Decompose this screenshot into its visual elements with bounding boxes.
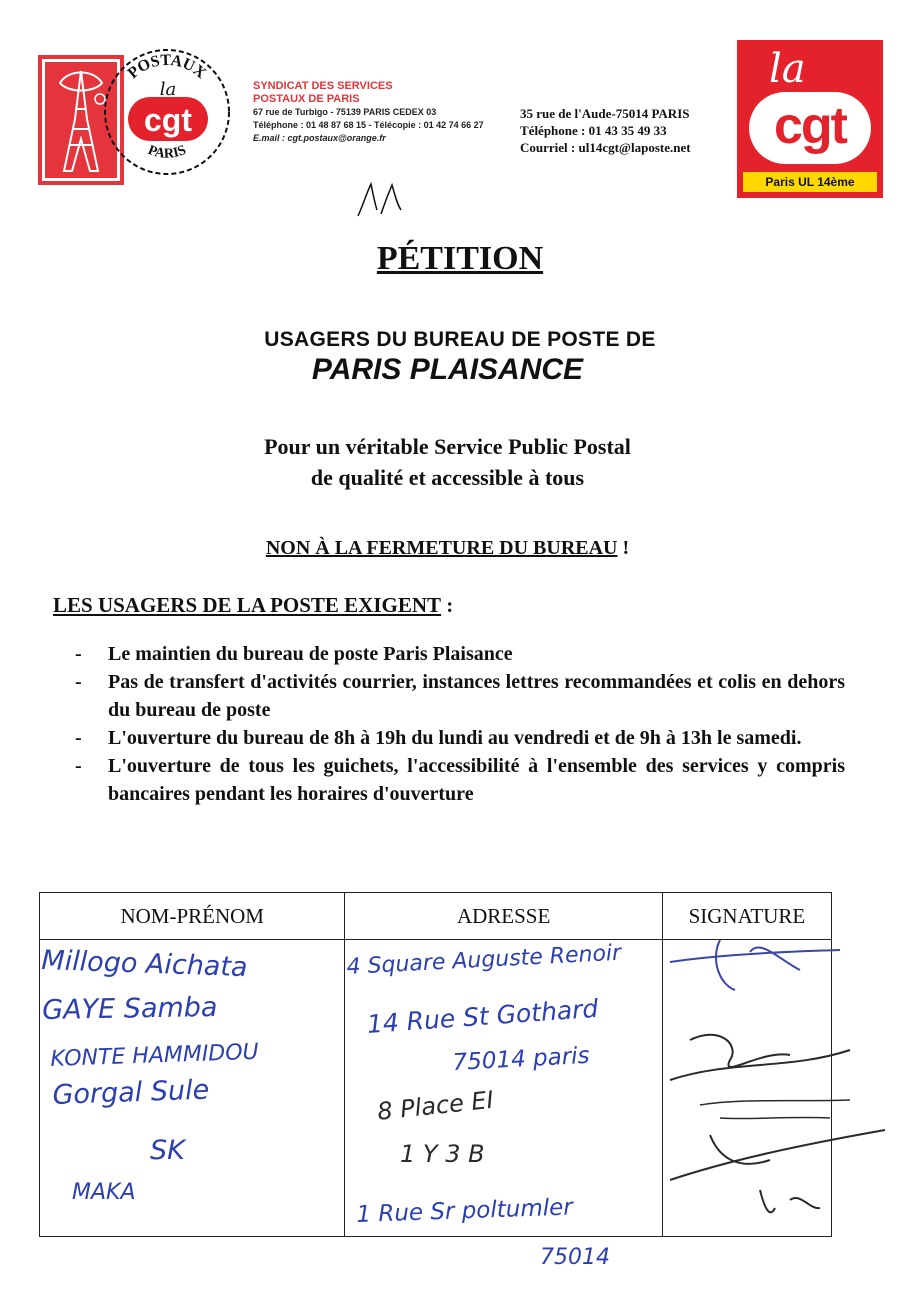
handwritten-name: Millogo Aichata [40, 945, 249, 984]
handwritten-address: 75014 paris [452, 1042, 591, 1076]
syndicat-name-line2: POSTAUX DE PARIS [253, 93, 360, 105]
column-header-name: NOM-PRÉNOM [40, 893, 345, 940]
demand-text: Le maintien du bureau de poste Paris Plaisance [108, 643, 513, 665]
syndicat-name-line1: SYNDICAT DES SERVICES [253, 80, 393, 92]
handwritten-address: 1 Y 3 B [400, 1140, 485, 1168]
handwritten-name: GAYE Samba [42, 991, 218, 1026]
petition-lead [0, 431, 895, 493]
demand-text: L'ouverture de tous les guichets, l'accessibilité à l'ensemble des services y compris bancaires pendant les horaires d'ouverture [108, 755, 845, 805]
slogan-text: NON À LA FERMETURE DU BUREAU [265, 537, 618, 559]
column-header-signature: SIGNATURE [662, 893, 831, 940]
demand-text: L'ouverture du bureau de 8h à 19h du lundi au vendredi et de 9h à 13h le samedi. [108, 727, 802, 749]
ul-phone: Téléphone : 01 43 35 49 33 [520, 123, 667, 138]
handwritten-address: 8 Place EI [376, 1085, 495, 1126]
handwritten-address: 4 Square Auguste Renoir [346, 940, 622, 980]
lead-line2: de qualité et accessible à tous [310, 465, 585, 490]
petition-subtitle-line2: PARIS PLAISANCE [311, 353, 584, 386]
ul-email: Courriel : ul14cgt@laposte.net [520, 140, 691, 155]
demands-list [75, 640, 845, 808]
list-item: - L'ouverture du bureau de 8h à 19h du lundi au vendredi et de 9h à 13h le samedi. [75, 727, 802, 749]
logo-cgt-text: cgt [774, 97, 846, 155]
list-item: - Le maintien du bureau de poste Paris Plaisance [75, 643, 513, 665]
syndicat-address: 67 rue de Turbigo - 75139 PARIS CEDEX 03 [253, 107, 437, 117]
demand-text: Pas de transfert d'activités courrier, instances lettres recommandées et colis en dehors du bureau de poste [108, 671, 845, 721]
demands-heading [53, 593, 453, 618]
handwritten-page-number [355, 180, 405, 225]
petition-subtitle-line1: USAGERS DU BUREAU DE POSTE DE [264, 328, 656, 351]
ul-contact-block [520, 105, 691, 156]
cgt-postaux-seal [100, 45, 235, 180]
cgt-ul14-logo [737, 40, 883, 198]
list-item: - L'ouverture de tous les guichets, l'accessibilité à l'ensemble des services y compris bancaires pendant les horaires d'ouverture [75, 755, 845, 805]
seal-cgt-text: cgt [144, 102, 192, 138]
signature-mark [670, 1130, 885, 1180]
addresses-cell [345, 940, 662, 1237]
syndicat-contact-block [253, 80, 484, 145]
column-header-address: ADRESSE [345, 893, 662, 940]
syndicat-email: E.mail : cgt.postaux@orange.fr [253, 133, 386, 143]
slogan [0, 537, 895, 560]
signature-scribbles [650, 930, 900, 1230]
syndicat-phones: Téléphone : 01 48 87 68 15 - Télécopie : 01 42 74 66 27 [253, 120, 484, 130]
signature-mark [760, 1190, 820, 1212]
handwritten-address: 75014 [540, 1245, 610, 1270]
list-item: - Pas de transfert d'activités courrier, instances lettres recommandées et colis en dehors du bureau de poste [75, 671, 845, 721]
signature-mark [670, 940, 840, 990]
signature-mark [670, 1035, 850, 1080]
svg-text:POSTAUX [125, 52, 210, 83]
petition-title: PÉTITION [376, 240, 544, 277]
demands-heading-mark: : [441, 593, 454, 617]
slogan-mark: ! [617, 537, 630, 559]
seal-bottom-text: PARIS [145, 142, 189, 162]
handwritten-address: 14 Rue St Gothard [366, 993, 600, 1039]
signature-mark [700, 1100, 850, 1119]
logo-band-text: Paris UL 14ème [743, 172, 877, 192]
lead-line1: Pour un véritable Service Public Postal [264, 434, 631, 459]
seal-top-text: POSTAUX [124, 51, 210, 83]
handwritten-name: Gorgal Sule [52, 1074, 210, 1111]
seal-script-text: la [159, 79, 177, 100]
ul-address: 35 rue de l'Aude-75014 PARIS [520, 106, 690, 121]
handwritten-address: 1 Rue Sr poltumler [356, 1194, 574, 1228]
svg-text:PARIS [146, 143, 189, 162]
demands-heading-text: LES USAGERS DE LA POSTE EXIGENT [53, 593, 442, 617]
logo-script-text: la [769, 46, 806, 92]
handwritten-name: MAKA [72, 1180, 136, 1205]
handwritten-name: SK [150, 1135, 185, 1166]
handwritten-name: KONTE HAMMIDOU [50, 1039, 260, 1072]
